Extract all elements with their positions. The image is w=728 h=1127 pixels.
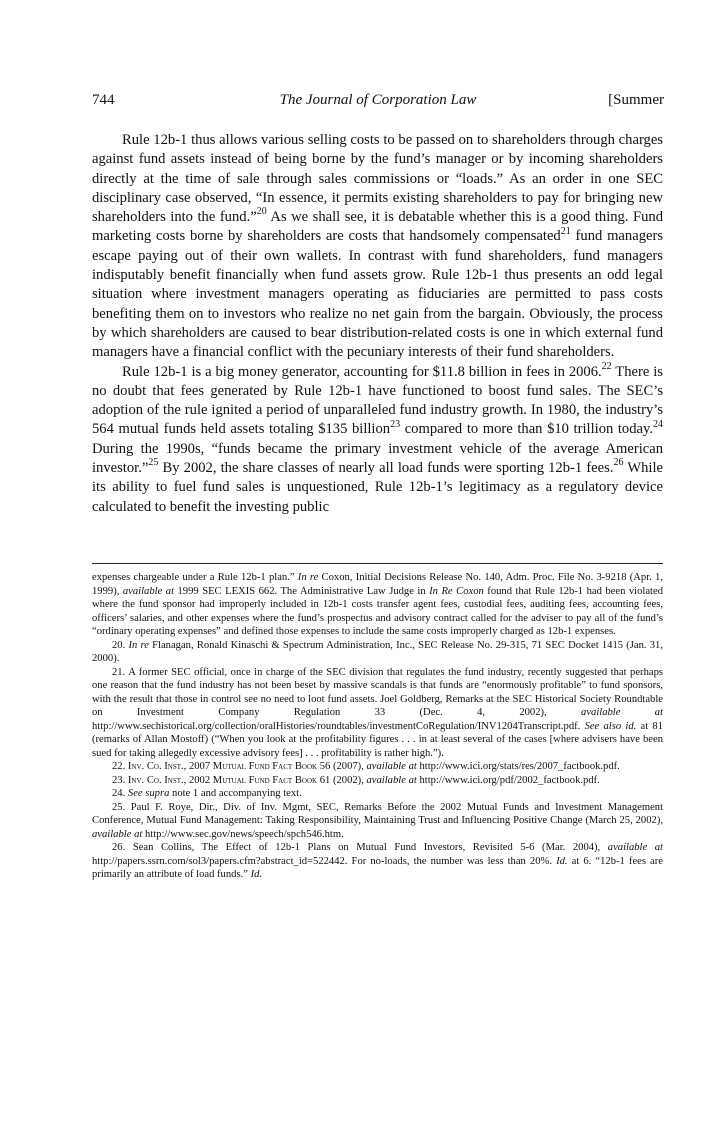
- paragraph-1-text-a: Rule 12b-1 thus allows various selling costs to be passed on to shareholders through charges against fund assets instead of being borne by the fund’s manager or by incoming shareholders directly at the time of sale through sales commissions or “loads.” As an order in one SEC disciplinary case observed, “In essence, it permits existing shareholders to pay for bringing new shareholders into the fund.”: [92, 132, 663, 226]
- paragraph-2: [92, 360, 664, 517]
- footnote-ref-24: 24: [653, 418, 664, 430]
- paragraph-2-text-a: Rule 12b-1 is a big money generator, accounting for $11.8 billion in fees in 2006.: [122, 363, 602, 380]
- paragraph-1-text-b: As we shall see, it is debatable whether this is a good thing. Fund marketing costs borne by shareholders are costs that handsomely compensated: [92, 209, 664, 245]
- footnote-ref-22: 22: [601, 360, 612, 372]
- paragraph-2-text-f: While its ability to fuel fund sales is unquestioned, Rule 12b-1’s legitimacy as a regulatory device calculated to benefit the investing public: [92, 460, 664, 515]
- paragraph-1-text-c: fund managers escape paying out of their own wallets. In contrast with fund shareholders, fund managers indisputably benefit financially when fund assets grow. Rule 12b-1 thus presents an odd legal situation where investment managers operating as fiduciaries are permitted to pass costs benefiting them on to investors who realize no net gain from the bargain. Obviously, the process by which shareholders are caused to bear distribution-related costs is one in which external fund managers have a financial conflict with the pecuniary interests of their fund shareholders.: [92, 228, 664, 361]
- footnote-25: 25. Paul F. Roye, Dir., Div. of Inv. Mgmt, SEC, Remarks Before the 2002 Mutual Funds and Investment Management Conference, Mutual Fund Management: Taking Responsibility, Maintaining Trust and Influencing Positive Change (March 25, 2002), available at http://www.sec.gov/news/speech/spch546.htm.: [92, 801, 664, 840]
- footnote-ref-21: 21: [560, 225, 571, 237]
- paragraph-1: [92, 131, 663, 363]
- footnote-25-link[interactable]: http://www.sec.gov/news/speech/spch546.htm.: [142, 828, 344, 840]
- paragraph-2-text-b: There is no doubt that fees generated by Rule 12b-1 have functioned to boost fund sales. The SEC’s adoption of the rule ignited a period of unparalleled fund industry growth. In 1980, the industry’s 564 mutual funds held assets totaling $135 billion: [92, 363, 663, 438]
- footnote-ref-25: 25: [148, 457, 159, 469]
- footnote-21: 21. A former SEC official, once in charge of the SEC division that regulates the fund industry, recently suggested that perhaps one reason that the fund industry has not been beset by massive scandals is that funds are “enormously profitable” to fund sponsors, with the result that those in control see no need to loot fund assets. Joel Goldberg, Remarks at the SEC Historical Society Roundtable on Investment Company Regulation 33 (Dec. 4, 2002), available at http://www.sechistorical.org/collection/oralHistories/roundtables/investmentCoRegulation/INV1204Transcript.pdf. See also id. at 81 (remarks of Allan Mostoff) (“When you look at the profitability figures . . . in at least several of the cases [where advisers have been sued for taking allegedly excessive advisory fees] . . . profitability is rather high.”).: [92, 666, 664, 759]
- footnote-23-link[interactable]: http://www.ici.org/pdf/2002_factbook.pdf.: [416, 774, 600, 786]
- body-text: [92, 131, 663, 517]
- footnote-26-link[interactable]: http://papers.ssrn.com/sol3/papers.cfm?abstract_id=522442. For no-loads, the number was less than 20%.: [92, 855, 557, 867]
- running-header: [92, 92, 664, 116]
- journal-title: The Journal of Corporation Law: [279, 92, 477, 108]
- footnotes: [92, 571, 663, 882]
- footnote-26: 26. Sean Collins, The Effect of 12b-1 Plans on Mutual Fund Investors, Revisited 5-6 (Mar. 2004), available at http://papers.ssrn.com/sol3/papers.cfm?abstract_id=522442. For no-loads, the number was less than 20%. Id. at 6. “12b-1 fees are primarily an attribute of load funds.” Id.: [92, 842, 664, 880]
- footnote-20: 20. In re Flanagan, Ronald Kinaschi & Spectrum Administration, Inc., SEC Release No. 29-315, 71 SEC Docket 1415 (Jan. 31, 2000).: [92, 639, 664, 664]
- footnote-ref-23: 23: [390, 418, 401, 430]
- footnote-divider: [92, 563, 663, 564]
- footnote-24: 24. See supra note 1 and accompanying text.: [112, 788, 302, 799]
- paragraph-2-text-d: During the 1990s, “funds became the primary investment vehicle of the average American investor.”: [92, 440, 663, 477]
- issue-season: [Summer: [608, 92, 664, 108]
- footnote-ref-26: 26: [613, 457, 624, 469]
- footnote-21-link[interactable]: http://www.sechistorical.org/collection/oralHistories/roundtables/investmentCoRegulation/INV1204Transcript.pdf.: [92, 720, 585, 732]
- paragraph-2-text-c: compared to more than $10 trillion today.: [400, 421, 654, 438]
- footnote-22-link[interactable]: http://www.ici.org/stats/res/2007_factbook.pdf.: [416, 761, 620, 772]
- page-number: 744: [92, 92, 115, 108]
- paragraph-2-text-e: By 2002, the share classes of nearly all load funds were sporting 12b-1 fees.: [158, 460, 614, 477]
- footnote-23: 23. Inv. Co. Inst., 2002 Mutual Fund Fact Book 61 (2002), available at http://www.ici.org/pdf/2002_factbook.pdf.: [112, 774, 600, 786]
- footnote-19-continued: expenses chargeable under a Rule 12b-1 plan.” In re Coxon, Initial Decisions Release No. 140, Adm. Proc. File No. 3-9218 (Apr. 1, 1999), available at 1999 SEC LEXIS 662. The Administrative Law Judge in In Re Coxon found that Rule 12b-1 had been violated where the fund sponsor had improperly included in 12b-1 costs transfer agent fees, custodial fees, auditing fees, accounting fees, officers’ salaries, and other expenses where the fund’s prospectus and advisory contract called for the adviser to pay all of the fund’s “ordinary operating expenses” and defined those expenses to include the same costs improperly charged as 12b-1 expenses.: [92, 572, 664, 637]
- footnote-ref-20: 20: [256, 206, 267, 218]
- footnote-22: 22. Inv. Co. Inst., 2007 Mutual Fund Fact Book 56 (2007), available at http://www.ici.org/stats/res/2007_factbook.pdf.: [112, 761, 620, 772]
